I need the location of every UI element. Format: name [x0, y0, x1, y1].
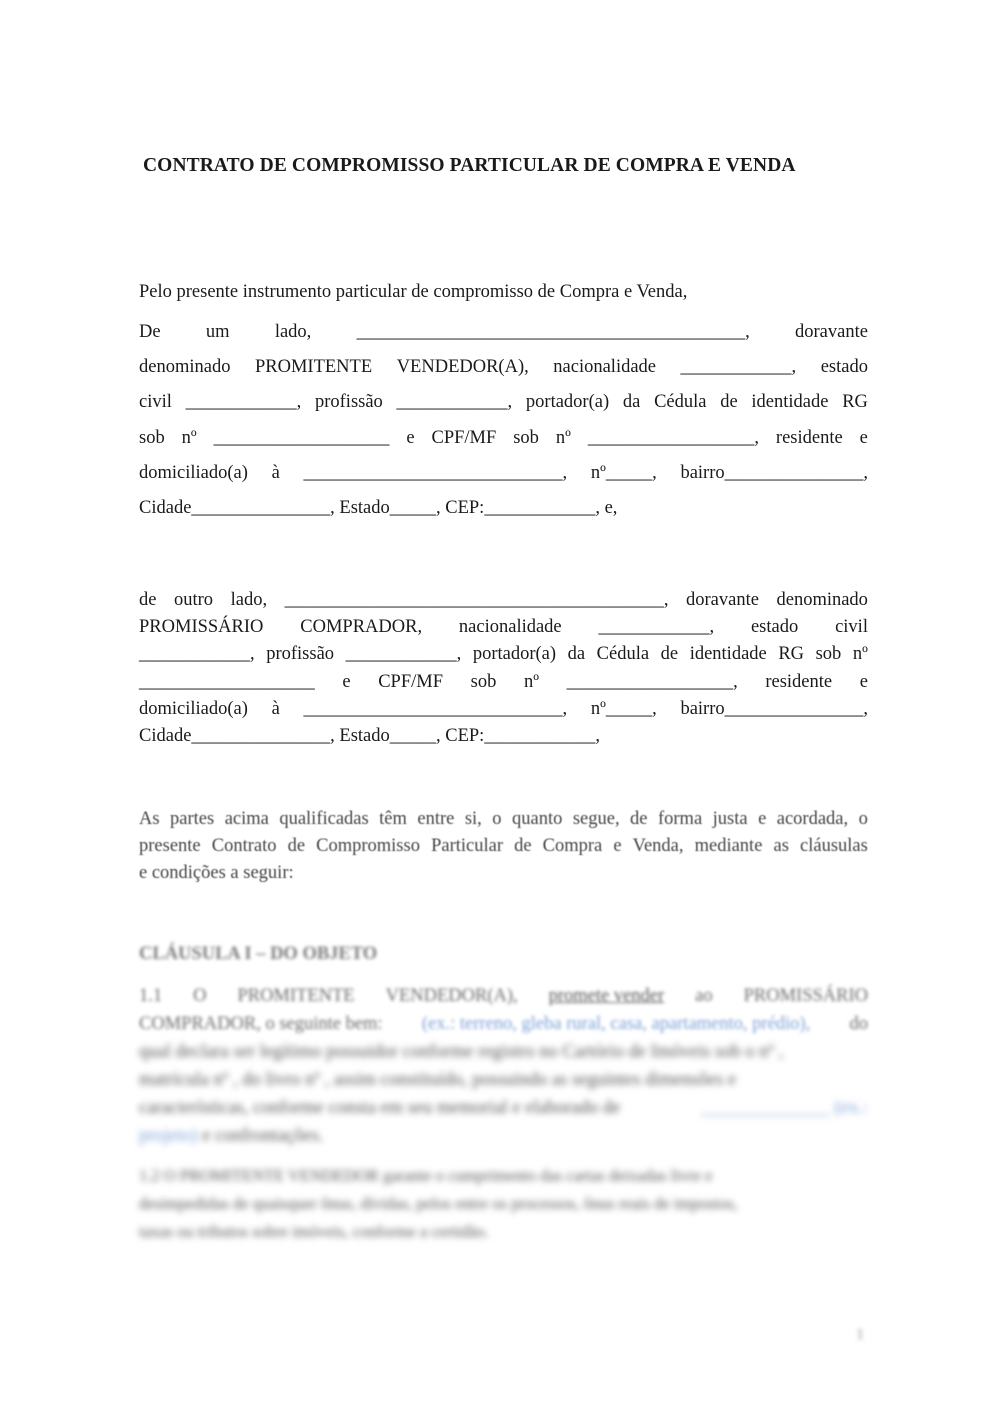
clause-1-2-line-1: 1.2 O PROMITENTE VENDEDOR garante o cumprimento das cartas deixadas livre e	[139, 1166, 713, 1185]
word: quanto	[512, 809, 563, 829]
parties-line-2	[139, 834, 868, 858]
word: portador(a)	[472, 644, 557, 664]
buyer-line-5	[139, 697, 868, 721]
seller-line-2	[139, 355, 868, 379]
word: lado,	[230, 590, 268, 610]
clause-1-1-line-1	[139, 984, 868, 1008]
word: nº_____,	[590, 699, 657, 719]
word: nº	[181, 428, 197, 448]
word: Compra	[542, 836, 603, 856]
word: e	[406, 428, 415, 448]
seller-line-6: Cidade_______________, Estado_____, CEP:____________, e,	[139, 498, 618, 518]
word: __________________________________________,	[356, 322, 750, 342]
clause-1-1-line-4: matrícula nº , do livro nº , assim constituído, possuindo as seguintes dimensões e	[139, 1070, 737, 1090]
word: residente	[775, 428, 843, 448]
word: bairro_______________,	[680, 463, 868, 483]
word: denominado	[776, 590, 868, 610]
word: civil	[139, 392, 172, 412]
word: e	[758, 809, 767, 829]
word: ___________________	[139, 672, 315, 692]
seller-line-3	[139, 390, 868, 414]
word: à	[271, 699, 280, 719]
word: ____________________________,	[303, 463, 568, 483]
word: Contrato	[211, 836, 277, 856]
word: partes	[170, 809, 215, 829]
word: PROMISSÁRIO	[139, 617, 264, 637]
word: e	[859, 428, 868, 448]
word: nº	[852, 644, 868, 664]
word: CPF/MF	[378, 672, 444, 692]
word: sob	[815, 644, 842, 664]
clause-1-heading: CLÁUSULA I – DO OBJETO	[139, 944, 378, 964]
word: RG	[778, 644, 805, 664]
seller-line-1	[139, 320, 868, 344]
word: ____________,	[345, 644, 462, 664]
word: ____________,	[396, 392, 513, 412]
clause-1-2-line-2: desimpedidas de quaisquer ônus, dívidas, pelos entre os processos, ônus reais de impostos,	[139, 1194, 738, 1213]
buyer-line-6: Cidade_______________, Estado_____, CEP:____________,	[139, 726, 600, 746]
clause-text: O	[193, 986, 207, 1006]
clause-1-1-line-3: qual declara ser legítimo possuidor conforme registro no Cartório de Imóveis sob o nº ,	[139, 1042, 784, 1062]
word: as	[773, 836, 789, 856]
word: e	[859, 672, 868, 692]
seller-line-4	[139, 426, 868, 450]
word: doravante	[686, 590, 759, 610]
word: o	[492, 809, 502, 829]
word: sob	[470, 672, 497, 692]
word: civil	[835, 617, 868, 637]
word: doravante	[795, 322, 868, 342]
clause-1-2-line-3: taxas ou tributos sobre imóveis, conforme a certidão.	[139, 1222, 489, 1241]
buyer-line-2	[139, 615, 868, 639]
word: de	[514, 836, 532, 856]
clause-text: e confrontações.	[202, 1126, 324, 1146]
word: estado	[820, 357, 868, 377]
clause-text: ao	[695, 986, 713, 1006]
word: outro	[174, 590, 214, 610]
word: profissão	[314, 392, 383, 412]
word: ___________________	[213, 428, 390, 448]
word: e	[613, 836, 622, 856]
word: COMPRADOR,	[300, 617, 423, 637]
parties-line-3: e condições a seguir:	[139, 863, 294, 883]
word: entre	[417, 809, 455, 829]
word: Particular	[431, 836, 503, 856]
word: ____________,	[185, 392, 302, 412]
word: identidade	[751, 392, 829, 412]
word: __________________,	[587, 428, 759, 448]
clause-text: VENDEDOR(A),	[385, 986, 518, 1006]
word: sob	[139, 428, 165, 448]
buyer-line-4	[139, 670, 868, 694]
intro-line: Pelo presente instrumento particular de compromisso de Compra e Venda,	[139, 282, 688, 302]
word: forma	[657, 809, 703, 829]
clause-text: características, conforme consta em seu memorial e elaborado de	[139, 1098, 621, 1118]
document-title: CONTRATO DE COMPROMISSO PARTICULAR DE COMPRA E VENDA	[143, 155, 796, 176]
word: têm	[379, 809, 407, 829]
page-number: 1	[856, 1326, 864, 1343]
word: da	[567, 644, 586, 664]
word: ____________,	[139, 644, 255, 664]
seller-line-5	[139, 461, 868, 485]
clause-text: COMPRADOR, o seguinte bem:	[139, 1014, 383, 1034]
word: nacionalidade	[458, 617, 562, 637]
word: VENDEDOR(A),	[396, 357, 529, 377]
word: identidade	[689, 644, 767, 664]
word: de	[139, 590, 157, 610]
word: nacionalidade	[553, 357, 657, 377]
clause-text-underlined: promete vender	[548, 986, 665, 1006]
word: domiciliado(a)	[139, 699, 248, 719]
clause-1-1-line-2	[139, 1012, 868, 1036]
word: Cédula	[596, 644, 650, 664]
clause-placeholder-text: projeto)	[139, 1126, 198, 1146]
word: cláusulas	[800, 836, 868, 856]
word: o	[858, 809, 868, 829]
word: CPF/MF	[431, 428, 497, 448]
word: Compromisso	[316, 836, 420, 856]
word: residente	[765, 672, 833, 692]
word: qualificadas	[279, 809, 369, 829]
word: __________________,	[566, 672, 738, 692]
word: mediante	[694, 836, 763, 856]
word: Cédula	[654, 392, 707, 412]
word: e	[342, 672, 351, 692]
word: As	[139, 809, 160, 829]
clause-1-1-line-5	[139, 1096, 868, 1120]
word: presente	[139, 836, 201, 856]
word: Venda,	[632, 836, 684, 856]
word: ____________,	[680, 357, 797, 377]
word: _________________________________________,	[284, 590, 669, 610]
word: acima	[224, 809, 269, 829]
word: justa	[712, 809, 748, 829]
word: ____________,	[598, 617, 715, 637]
word: ____________________________,	[303, 699, 568, 719]
word: De	[139, 322, 161, 342]
buyer-line-3	[139, 642, 868, 666]
word: domiciliado(a)	[139, 463, 248, 483]
word: nº_____,	[590, 463, 657, 483]
clause-1-1-line-6	[139, 1124, 868, 1148]
word: à	[271, 463, 280, 483]
clause-text: 1.1	[139, 986, 163, 1006]
buyer-line-1	[139, 588, 868, 612]
word: sob	[513, 428, 539, 448]
word: de	[720, 392, 738, 412]
clause-placeholder-text: (ex.: terreno, gleba rural, casa, apartamento, prédio),	[421, 1014, 811, 1034]
word: de	[660, 644, 679, 664]
word: segue,	[572, 809, 620, 829]
word: nº	[555, 428, 571, 448]
word: nº	[523, 672, 539, 692]
word: de	[287, 836, 306, 856]
word: da	[622, 392, 641, 412]
word: acordada,	[776, 809, 849, 829]
clause-text: do	[849, 1014, 868, 1034]
clause-placeholder-text: ______________ (ex.:	[700, 1098, 868, 1118]
word: portador(a)	[525, 392, 610, 412]
word: profissão	[266, 644, 335, 664]
clause-text: PROMISSÁRIO	[743, 986, 868, 1006]
clause-text: PROMITENTE	[237, 986, 355, 1006]
word: bairro_______________,	[680, 699, 868, 719]
word: estado	[750, 617, 799, 637]
word: de	[630, 809, 648, 829]
word: RG	[842, 392, 868, 412]
word: lado,	[274, 322, 312, 342]
word: um	[205, 322, 230, 342]
parties-line-1	[139, 807, 868, 831]
word: PROMITENTE	[254, 357, 373, 377]
word: denominado	[139, 357, 231, 377]
word: si,	[464, 809, 482, 829]
